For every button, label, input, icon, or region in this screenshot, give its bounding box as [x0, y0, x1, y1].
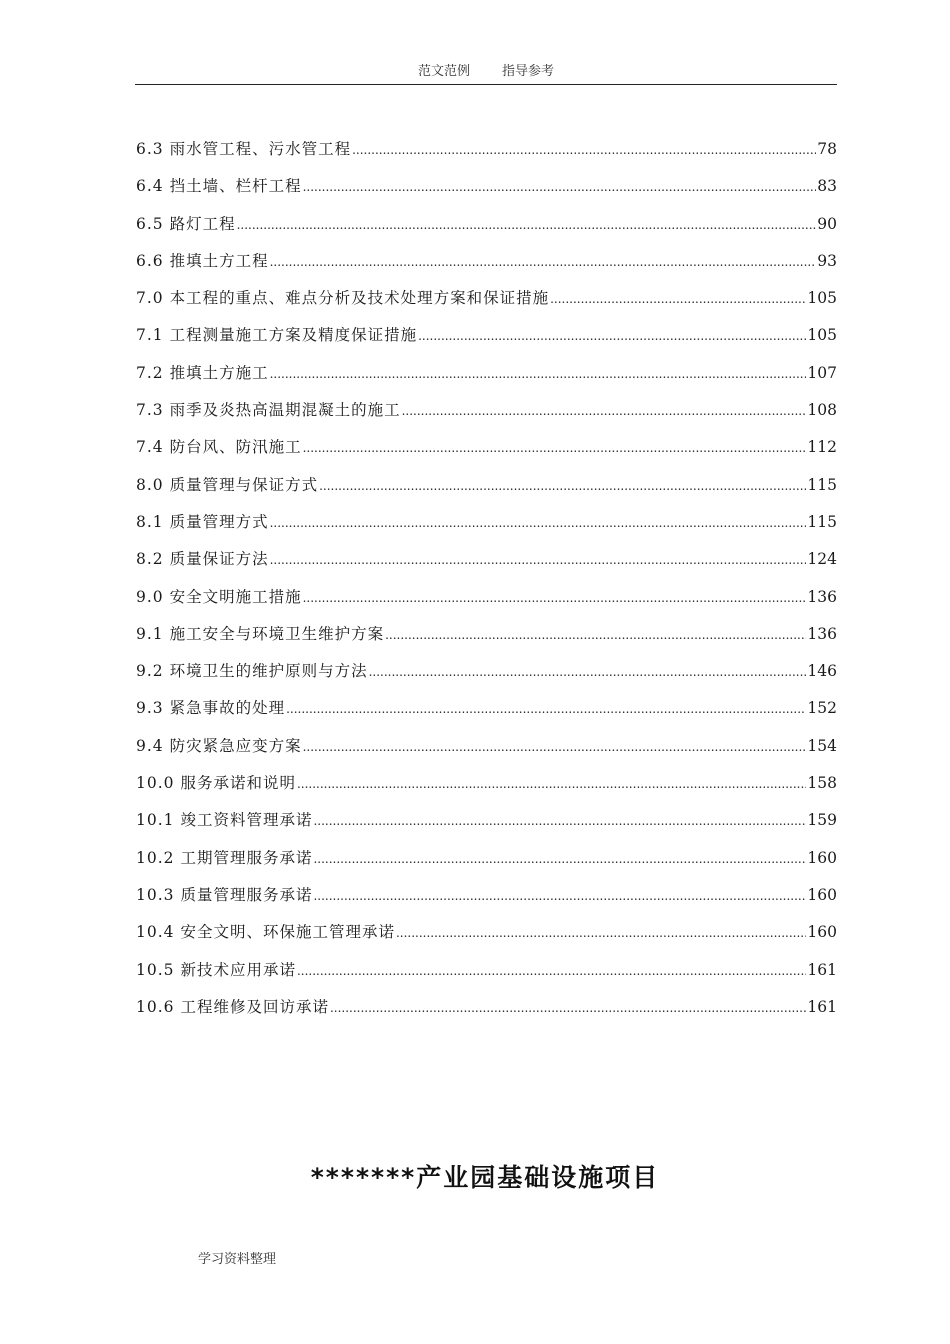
toc-entry[interactable] [136, 361, 837, 398]
toc-entry-title: 9.4 防灾紧急应变方案 [136, 736, 302, 755]
toc-entry[interactable] [136, 995, 837, 1032]
toc-entry-page-number: 160 [807, 923, 837, 942]
toc-entry-page-number: 83 [817, 177, 837, 196]
toc-entry-page-number: 90 [817, 214, 837, 233]
toc-entry[interactable] [136, 510, 837, 547]
toc-entry-title: 9.0 安全文明施工措施 [136, 587, 302, 606]
toc-dot-leader [237, 218, 817, 232]
toc-dot-leader [385, 628, 806, 642]
toc-entry-title: 10.3 质量管理服务承诺 [136, 885, 313, 904]
toc-entry[interactable] [136, 398, 837, 435]
toc-entry-page-number: 108 [807, 401, 837, 420]
toc-entry-title: 9.1 施工安全与环境卫生维护方案 [136, 624, 385, 643]
toc-dot-leader [418, 329, 806, 343]
toc-entry-page-number: 124 [807, 550, 837, 569]
toc-dot-leader [319, 479, 806, 493]
toc-entry-title: 8.0 质量管理与保证方式 [136, 475, 319, 494]
toc-entry-page-number: 160 [807, 885, 837, 904]
toc-entry-title: 7.4 防台风、防汛施工 [136, 438, 302, 457]
toc-dot-leader [303, 180, 817, 194]
toc-entry-title: 8.1 质量管理方式 [136, 512, 269, 531]
toc-dot-leader [313, 814, 806, 828]
toc-entry-title: 7.1 工程测量施工方案及精度保证措施 [136, 326, 418, 345]
toc-dot-leader [313, 852, 806, 866]
toc-entry[interactable] [136, 734, 837, 771]
toc-entry[interactable] [136, 435, 837, 472]
toc-dot-leader [330, 1001, 806, 1015]
toc-dot-leader [396, 926, 806, 940]
toc-dot-leader [270, 255, 817, 269]
toc-entry-title: 7.0 本工程的重点、难点分析及技术处理方案和保证措施 [136, 289, 550, 308]
toc-dot-leader [297, 964, 806, 978]
toc-entry-page-number: 78 [817, 140, 837, 158]
toc-entry-page-number: 136 [807, 587, 837, 606]
toc-entry-page-number: 105 [807, 289, 837, 308]
toc-entry-title: 10.6 工程维修及回访承诺 [136, 997, 329, 1016]
toc-entry-page-number: 93 [817, 251, 837, 270]
toc-dot-leader [270, 553, 807, 567]
toc-entry-title: 8.2 质量保证方法 [136, 550, 269, 569]
toc-entry[interactable] [136, 920, 837, 957]
toc-entry[interactable] [136, 137, 837, 174]
toc-entry-page-number: 112 [807, 438, 837, 457]
toc-entry-page-number: 154 [807, 736, 837, 755]
toc-dot-leader [303, 441, 807, 455]
toc-entry[interactable] [136, 323, 837, 360]
toc-entry-page-number: 161 [807, 960, 837, 979]
toc-entry[interactable] [136, 249, 837, 286]
toc-entry-page-number: 160 [807, 848, 837, 867]
toc-entry[interactable] [136, 622, 837, 659]
toc-entry[interactable] [136, 585, 837, 622]
toc-dot-leader [352, 143, 816, 157]
toc-entry-title: 9.3 紧急事故的处理 [136, 699, 286, 718]
toc-entry-page-number: 146 [807, 662, 837, 681]
toc-dot-leader [286, 702, 806, 716]
toc-dot-leader [303, 591, 807, 605]
table-of-contents [136, 137, 837, 1032]
toc-entry[interactable] [136, 212, 837, 249]
toc-dot-leader [402, 404, 807, 418]
toc-entry-title: 6.6 推填土方工程 [136, 251, 269, 270]
toc-entry-page-number: 115 [807, 475, 837, 494]
header-left-text: 范文范例 [417, 64, 470, 79]
page-header [135, 62, 837, 85]
toc-entry[interactable] [136, 696, 837, 733]
toc-entry[interactable] [136, 174, 837, 211]
toc-dot-leader [270, 367, 807, 381]
toc-entry-page-number: 158 [807, 774, 837, 793]
toc-entry-title: 6.5 路灯工程 [136, 214, 236, 233]
header-right-text: 指导参考 [502, 64, 555, 79]
toc-entry-page-number: 152 [807, 699, 837, 718]
toc-dot-leader [297, 777, 806, 791]
toc-entry[interactable] [136, 659, 837, 696]
toc-entry[interactable] [136, 846, 837, 883]
toc-entry-title: 6.4 挡土墙、栏杆工程 [136, 177, 302, 196]
toc-entry-title: 9.2 环境卫生的维护原则与方法 [136, 662, 368, 681]
toc-entry-title: 7.3 雨季及炎热高温期混凝土的施工 [136, 401, 401, 420]
toc-dot-leader [369, 665, 807, 679]
toc-entry-page-number: 136 [807, 624, 837, 643]
toc-dot-leader [303, 740, 807, 754]
toc-dot-leader [550, 292, 806, 306]
document-title: *******产业园基础设施项目 [310, 1163, 660, 1192]
toc-entry-title: 10.5 新技术应用承诺 [136, 960, 296, 979]
toc-entry[interactable] [136, 286, 837, 323]
toc-entry-title: 6.3 雨水管工程、污水管工程 [136, 140, 352, 158]
toc-entry-page-number: 107 [807, 363, 837, 382]
toc-dot-leader [270, 516, 807, 530]
toc-entry-page-number: 161 [807, 997, 837, 1016]
toc-entry-title: 10.4 安全文明、环保施工管理承诺 [136, 923, 395, 942]
toc-entry[interactable] [136, 547, 837, 584]
page-footer: 学习资料整理 [198, 1252, 277, 1267]
toc-entry-title: 7.2 推填土方施工 [136, 363, 269, 382]
toc-entry-title: 10.1 竣工资料管理承诺 [136, 811, 313, 830]
toc-entry[interactable] [136, 473, 837, 510]
toc-entry[interactable] [136, 958, 837, 995]
toc-entry[interactable] [136, 883, 837, 920]
toc-entry-page-number: 105 [807, 326, 837, 345]
toc-entry[interactable] [136, 771, 837, 808]
toc-entry-page-number: 159 [807, 811, 837, 830]
toc-entry-title: 10.2 工期管理服务承诺 [136, 848, 313, 867]
toc-entry[interactable] [136, 808, 837, 845]
toc-entry-title: 10.0 服务承诺和说明 [136, 774, 296, 793]
toc-entry-page-number: 115 [807, 512, 837, 531]
toc-dot-leader [313, 889, 806, 903]
